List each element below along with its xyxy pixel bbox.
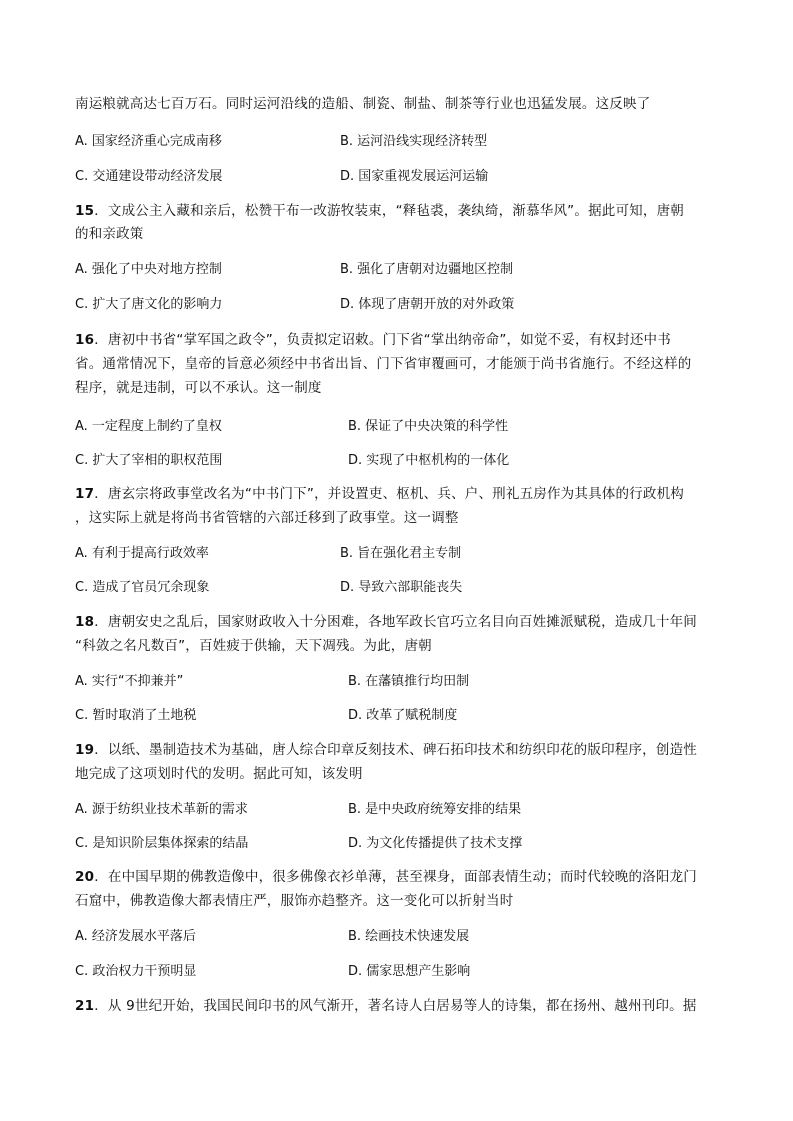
q15-stem-text-1: ．文成公主入藏和亲后，松赞干布一改游牧装束，“释毡裘，袭纨绮，渐慕华风”。据此可知，唐朝 (94, 203, 684, 219)
q16-option-d: D. 实现了中枢机构的一体化 (348, 453, 510, 468)
q20-number: 20 (75, 869, 95, 885)
q18-stem-text-1: ．唐朝安史之乱后，国家财政收入十分困难，各地军政长官巧立名目向百姓摊派赋税，造成几十年间 (94, 614, 697, 630)
q16-number: 16 (75, 332, 95, 348)
q20-stem-line-1 (75, 867, 725, 887)
q17-stem-line-1 (75, 484, 725, 504)
q17-option-c: C. 造成了官员冗余现象 (75, 580, 210, 595)
q16-option-b: B. 保证了中央决策的科学性 (348, 419, 509, 434)
q18-number: 18 (75, 614, 95, 630)
q18-stem-line-1 (75, 612, 725, 632)
q19-option-c: C. 是知识阶层集体探索的结晶 (75, 836, 249, 851)
q15-stem-line-1 (75, 201, 725, 221)
q16-stem-text-1: ．唐初中书省“掌军国之政令”，负责拟定诏敕。门下省“掌出纳帝命”，如觉不妥，有权封还中书 (94, 332, 671, 348)
q21-stem-text-1: ．从 9世纪开始，我国民间印书的风气渐开，著名诗人白居易等人的诗集，都在扬州、越州刊印。据 (94, 998, 697, 1014)
q17-number: 17 (75, 486, 95, 502)
q16-option-a: A. 一定程度上制约了皇权 (75, 419, 222, 434)
q20-option-b: B. 绘画技术快速发展 (348, 929, 470, 944)
q20-stem-line-2: 石窟中，佛教造像大都表情庄严，服饰亦趋整齐。这一变化可以折射当时 (75, 893, 514, 909)
q15-option-c: C. 扩大了唐文化的影响力 (75, 297, 223, 312)
q20-option-a: A. 经济发展水平落后 (75, 929, 196, 944)
q14-stem-tail: 南运粮就高达七百万石。同时运河沿线的造船、制瓷、制盐、制茶等行业也迅猛发展。这反映了 (75, 96, 651, 112)
q18-option-c: C. 暂时取消了土地税 (75, 708, 197, 723)
q15-stem-line-2: 的和亲政策 (75, 226, 144, 242)
q14-option-a: A. 国家经济重心完成南移 (75, 134, 222, 149)
q17-stem-line-2: ，这实际上就是将尚书省管辖的六部迁移到了政事堂。这一调整 (75, 510, 459, 526)
q17-stem-text-1: ．唐玄宗将政事堂改名为“中书门下”，并设置吏、枢机、兵、户、刑礼五房作为其具体的行政机构 (94, 486, 684, 502)
q16-stem-line-1 (75, 330, 725, 350)
q16-option-c: C. 扩大了宰相的职权范围 (75, 453, 223, 468)
q19-option-a: A. 源于纺织业技术革新的需求 (75, 802, 248, 817)
q20-stem-text-1: ．在中国早期的佛教造像中，很多佛像衣衫单薄，甚至裸身，面部表情生动；而时代较晚的洛阳龙门 (94, 869, 697, 885)
q14-option-b: B. 运河沿线实现经济转型 (340, 134, 488, 149)
q18-option-d: D. 改革了赋税制度 (348, 708, 458, 723)
q19-option-d: D. 为文化传播提供了技术支撑 (348, 836, 523, 851)
q14-option-c: C. 交通建设带动经济发展 (75, 169, 223, 184)
q15-number: 15 (75, 203, 95, 219)
q17-option-b: B. 旨在强化君主专制 (340, 546, 462, 561)
q18-option-a: A. 实行“不抑兼并” (75, 674, 184, 689)
q15-option-b: B. 强化了唐朝对边疆地区控制 (340, 262, 514, 277)
q15-option-d: D. 体现了唐朝开放的对外政策 (340, 297, 515, 312)
q21-number: 21 (75, 998, 95, 1014)
q17-option-a: A. 有利于提高行政效率 (75, 546, 209, 561)
q18-stem-line-2: “科敛之名凡数百”，百姓疲于供输，天下凋残。为此，唐朝 (75, 638, 432, 654)
q17-option-d: D. 导致六部职能丧失 (340, 580, 463, 595)
q20-option-d: D. 儒家思想产生影响 (348, 964, 471, 979)
q21-stem-line-1 (75, 996, 725, 1016)
q16-stem-line-2: 省。通常情况下，皇帝的旨意必须经中书省出旨、门下省审覆画可，才能颁于尚书省施行。不经这样的 (75, 356, 692, 372)
q19-stem-text-1: ．以纸、墨制造技术为基础，唐人综合印章反刻技术、碑石拓印技术和纺织印花的版印程序，创造性 (94, 742, 697, 758)
q19-number: 19 (75, 742, 95, 758)
q20-option-c: C. 政治权力干预明显 (75, 964, 197, 979)
q19-stem-line-2: 地完成了这项划时代的发明。据此可知，该发明 (75, 766, 363, 782)
q19-option-b: B. 是中央政府统筹安排的结果 (348, 802, 522, 817)
q16-stem-line-3: 程序，就是违制，可以不承认。这一制度 (75, 380, 322, 396)
q14-option-d: D. 国家重视发展运河运输 (340, 169, 489, 184)
q15-option-a: A. 强化了中央对地方控制 (75, 262, 222, 277)
q18-option-b: B. 在藩镇推行均田制 (348, 674, 470, 689)
q19-stem-line-1 (75, 740, 725, 760)
